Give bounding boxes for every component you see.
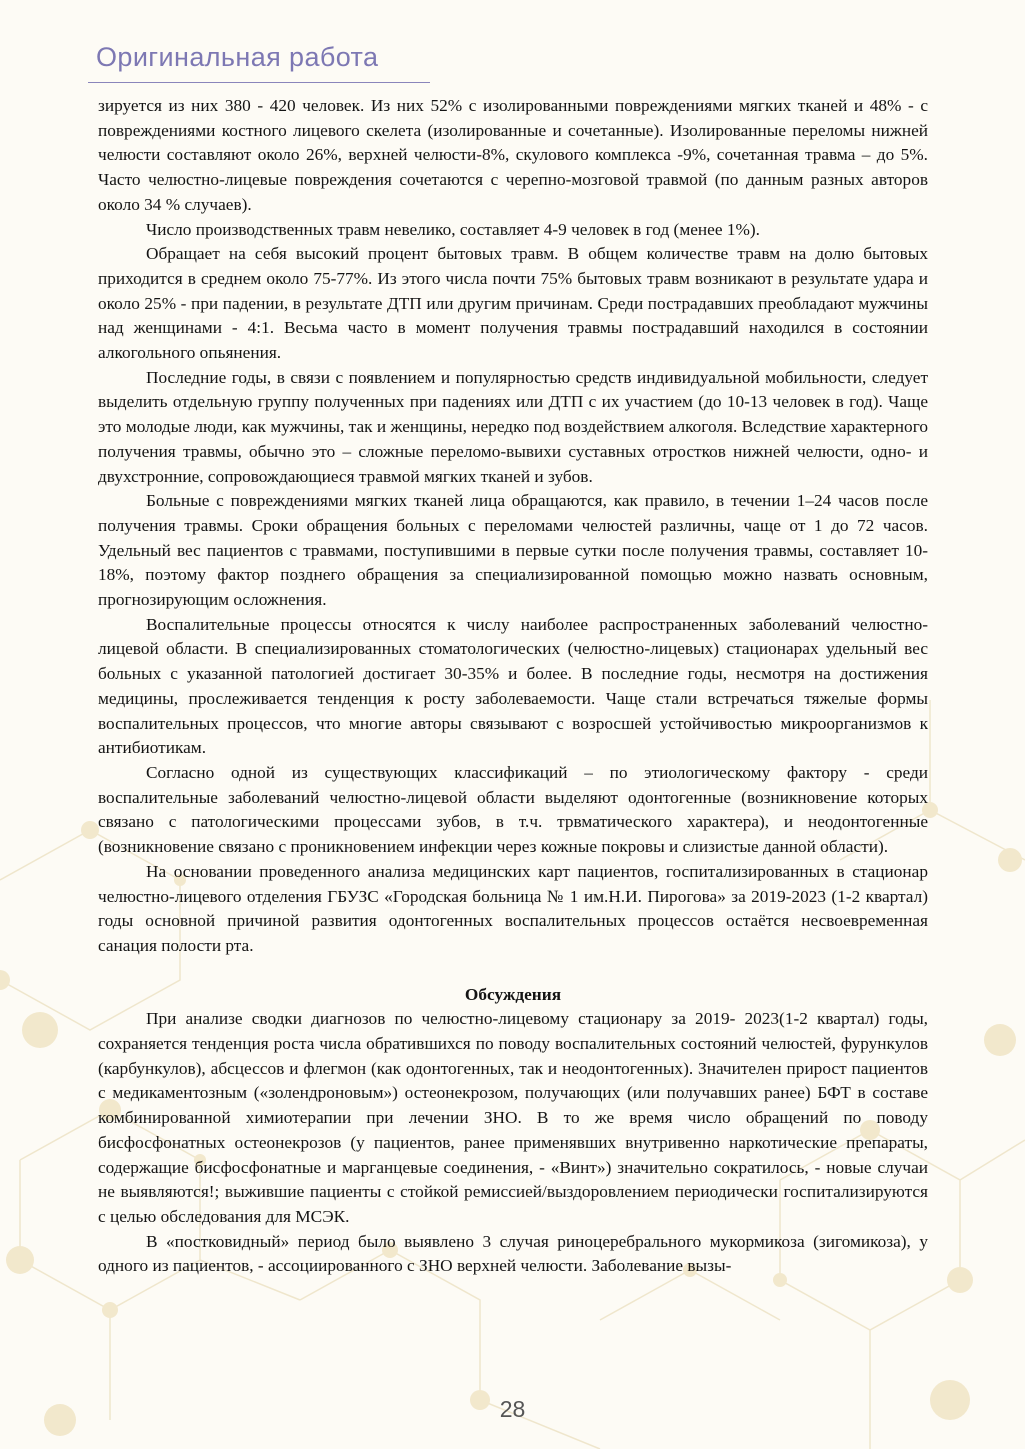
body-paragraph: зируется из них 380 - 420 человек. Из них 52% с изолированными повреждениями мягких тканей и 48% - с повреждениями костного лицевого скелета (изолированные и сочетанные). Изолированные переломы нижней челюсти составляют около 26%, верхней челюсти-8%, скулового комплекса -9%, сочетанная травма – до 5%. Часто челюстно-лицевые повреждения сочетаются с черепно-мозговой травмой (по данным разных авторов около 34 % случаев). [98, 96, 928, 214]
section-title: Оригинальная работа [96, 42, 379, 72]
body-paragraph: Воспалительные процессы относятся к числу наиболее распространенных заболеваний челюстно-лицевой области. В специализированных стоматологических (челюстно-лицевых) стационарах удельный вес больных с указанной патологией достигает 30-35% и более. В последние годы, несмотря на достижения медицины, прослеживается тенденция к росту заболеваемости. Чаще стали встречаться тяжелые формы воспалительных процессов, что многие авторы связывают с возросшей устойчивостью микроорганизмов к антибиотикам. [98, 614, 928, 758]
page-number: 28 [499, 1396, 526, 1422]
discussion-heading: Обсуждения [464, 984, 562, 1004]
discussion-paragraph: В «постковидный» период было выявлено 3 случая риноцеребрального мукормикоза (зигомикоза), у одного из пациентов, - ассоциированного с ЗНО верхней челюсти. Заболевание вызы- [98, 1231, 928, 1276]
article-body [98, 94, 928, 1279]
body-paragraph: Согласно одной из существующих классификаций – по этиологическому фактору - среди воспалительные заболеваний челюстно-лицевой области выделяют одонтогенные (возникновение которых связано с патологическими процессами зубов, в т.ч. трвматического характера), и неодонтогенные (возникновение связано с проникновением инфекции через кожные покровы и слизистые данной области). [98, 762, 928, 857]
body-paragraph: Последние годы, в связи с появлением и популярностью средств индивидуальной мобильности, следует выделить отдельную группу полученных при падениях или ДТП с их участием (до 10-13 человек в год). Чаще это молодые люди, как мужчины, так и женщины, нередко под воздействием алкоголя. Вследствие характерного получения травмы, обычно это – сложные переломо-вывихи суставных отростков нижней челюсти, одно- и двухстронние, сопровождающиеся травмой мягких тканей и зубов. [98, 367, 928, 486]
discussion-paragraph: При анализе сводки диагнозов по челюстно-лицевому стационару за 2019- 2023(1-2 квартал) годы, сохраняется тенденция роста числа обратившихся по поводу воспалительных состояний челюстей, фурункулов (карбункулов), абсцессов и флегмон (как одонтогенных, так и неодонтогенных). Значителен прирост пациентов с медикаментозным («золендроновым») остеонекрозом, получающих (или получавших ранее) БФТ в составе комбинированной химиотерапии при лечении ЗНО. В то же время число обращений по поводу бисфосфонатных остеонекрозов (у пациентов, ранее применявших внутривенно наркотические препараты, содержащие бисфосфонатные и марганцевые соединения, - «Винт») значительно сократилось, - новые случаи не выявляются!; выжившие пациенты с стойкой ремиссией/выздоровлением периодически госпитализируются с целью обследования для МСЭК. [98, 1009, 928, 1226]
body-paragraph: Обращает на себя высокий процент бытовых травм. В общем количестве травм на долю бытовых приходится в среднем около 75-77%. Из этого числа почти 75% бытовых травм возникают в результате удара и около 25% - при падении, в результате ДТП или другим причинам. Среди пострадавших преобладают мужчины над женщинами - 4:1. Весьма часто в момент получения травмы пострадавший находился в состоянии алкогольного опьянения. [98, 244, 928, 363]
body-paragraph: На основании проведенного анализа медицинских карт пациентов, госпитализированных в стационар челюстно-лицевого отделения ГБУЗС «Городская больница № 1 им.Н.И. Пирогова» за 2019-2023 (1-2 квартал) годы основной причиной развития одонтогенных воспалительных процессов остаётся несвоевременная санация полости рта. [98, 861, 928, 955]
body-paragraph: Больные с повреждениями мягких тканей лица обращаются, как правило, в течении 1–24 часов после получения травмы. Сроки обращения больных с переломами челюстей различны, чаще от 1 до 72 часов. Удельный вес пациентов с травмами, поступившими в первые сутки после получения травмы, составляет 10-18%, поэтому фактор позднего обращения за специализированной помощью можно назвать основным, прогнозирующим осложнения. [98, 491, 928, 610]
header-divider [88, 82, 430, 83]
body-paragraph: Число производственных травм невелико, составляет 4-9 человек в год (менее 1%). [146, 219, 760, 239]
